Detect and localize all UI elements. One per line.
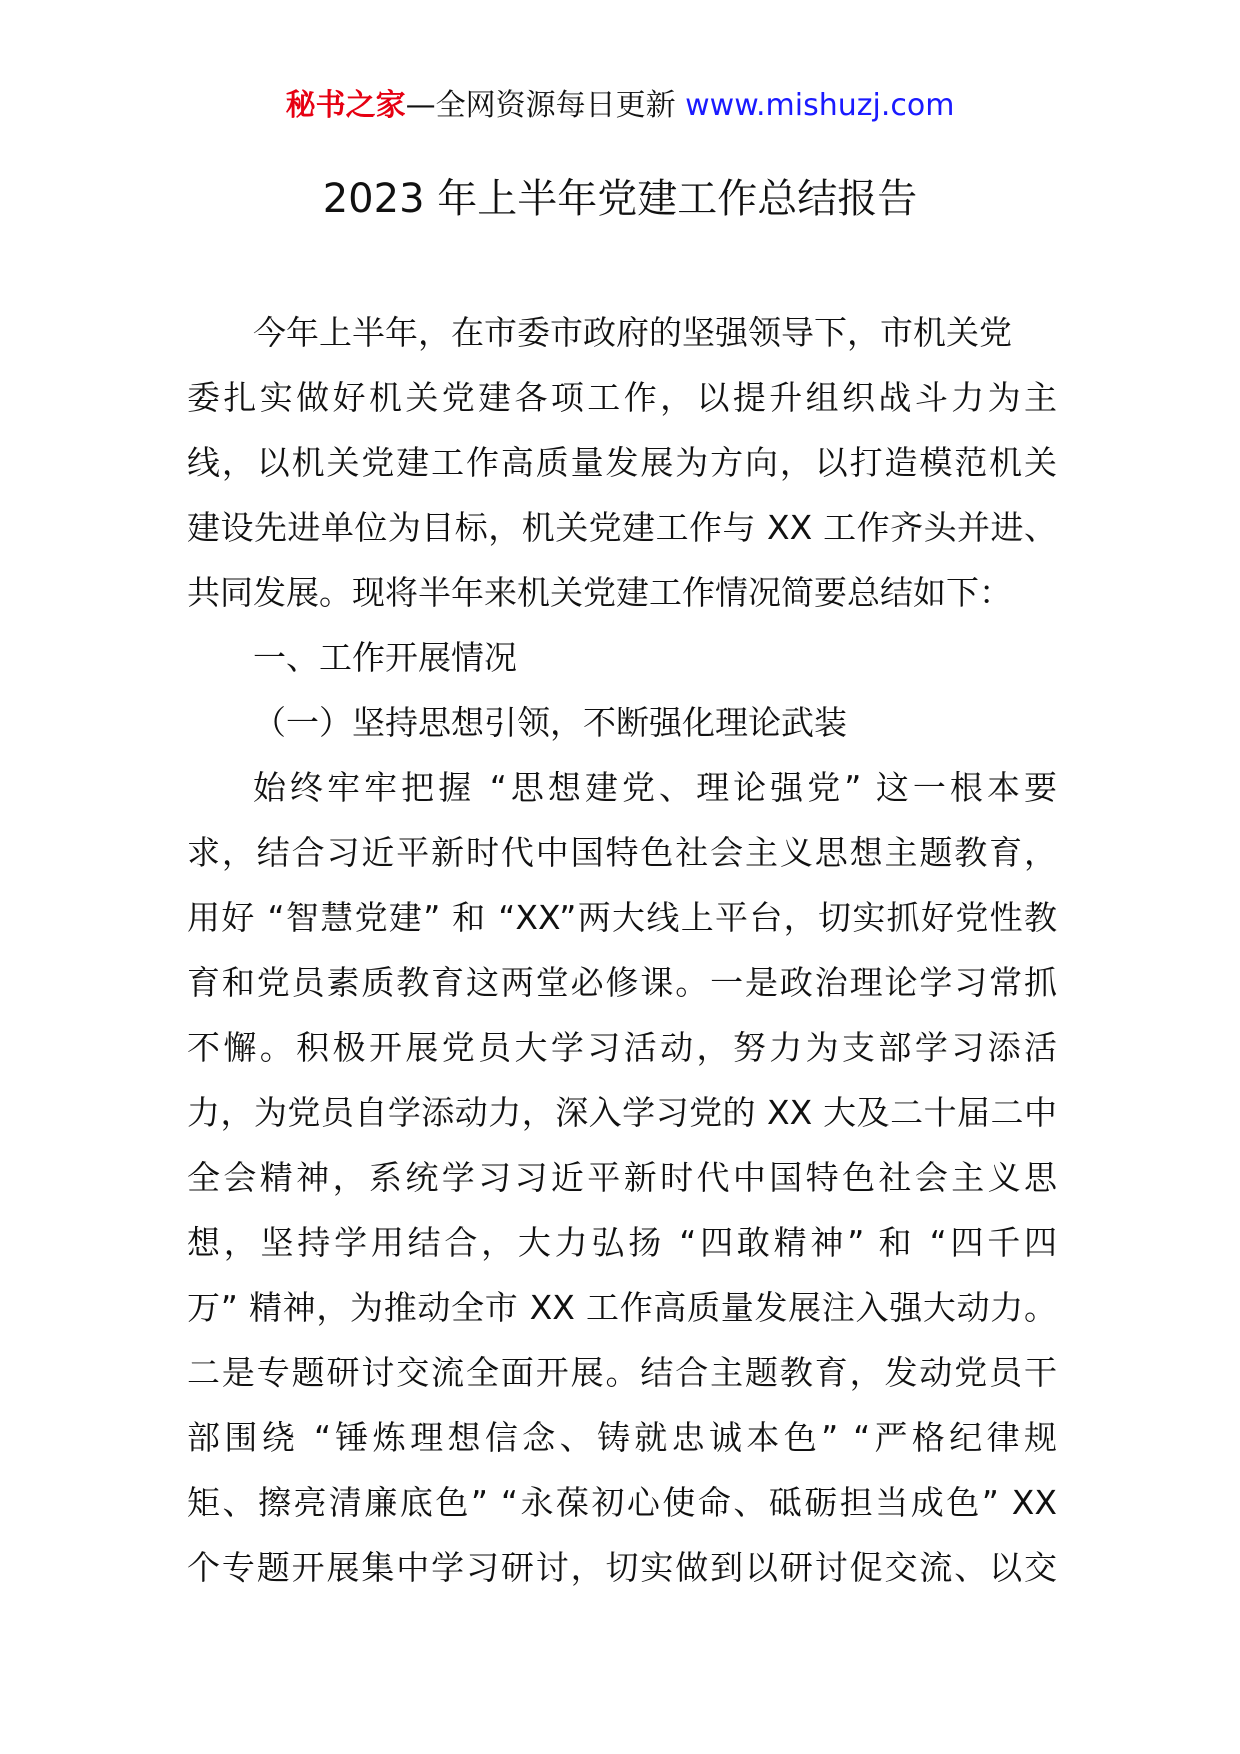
text-line: 育和党员素质教育这两堂必修课。一是政治理论学习常抓: [187, 963, 1057, 1002]
text-line: 线，以机关党建工作高质量发展为方向，以打造模范机关: [187, 443, 1057, 482]
text-line: 部围绕 “锤炼理想信念、铸就忠诚本色” “严格纪律规: [187, 1418, 1057, 1457]
text-line: 今年上半年，在市委市政府的坚强领导下，市机关党: [253, 313, 1012, 352]
watermark-header: [0, 86, 1240, 126]
text-line: 共同发展。现将半年来机关党建工作情况简要总结如下：: [187, 573, 1012, 612]
text-line: 建设先进单位为目标，机关党建工作与 XX 工作齐头并进、: [187, 508, 1057, 547]
text-line: 不懈。积极开展党员大学习活动，努力为支部学习添活: [187, 1028, 1057, 1067]
site-url-link[interactable]: www.mishuzj.com: [685, 88, 955, 123]
text-line: 二是专题研讨交流全面开展。结合主题教育，发动党员干: [187, 1353, 1057, 1392]
text-line: 委扎实做好机关党建各项工作，以提升组织战斗力为主: [187, 378, 1057, 417]
subsection-heading: （一）坚持思想引领，不断强化理论武装: [253, 703, 847, 742]
text-line: 个专题开展集中学习研讨，切实做到以研讨促交流、以交: [187, 1548, 1057, 1587]
header-tagline: —全网资源每日更新: [405, 88, 686, 123]
text-line: 求，结合习近平新时代中国特色社会主义思想主题教育，: [187, 833, 1057, 872]
document-body: [187, 300, 1057, 1600]
brand-name: 秘书之家: [285, 88, 406, 123]
section-heading: 一、工作开展情况: [253, 638, 517, 677]
text-line: 全会精神，系统学习习近平新时代中国特色社会主义思: [187, 1158, 1057, 1197]
text-line: 用好 “智慧党建” 和 “XX”两大线上平台，切实抓好党性教: [187, 898, 1057, 937]
document-title: 2023 年上半年党建工作总结报告: [322, 176, 918, 222]
text-line: 想，坚持学用结合，大力弘扬 “四敢精神” 和 “四千四: [187, 1223, 1057, 1262]
text-line: 矩、擦亮清廉底色” “永葆初心使命、砥砺担当成色” XX: [187, 1483, 1057, 1522]
text-line: 始终牢牢把握 “思想建党、理论强党” 这一根本要: [253, 768, 1057, 807]
text-line: 万” 精神，为推动全市 XX 工作高质量发展注入强大动力。: [187, 1288, 1057, 1327]
text-line: 力，为党员自学添动力，深入学习党的 XX 大及二十届二中: [187, 1093, 1057, 1132]
